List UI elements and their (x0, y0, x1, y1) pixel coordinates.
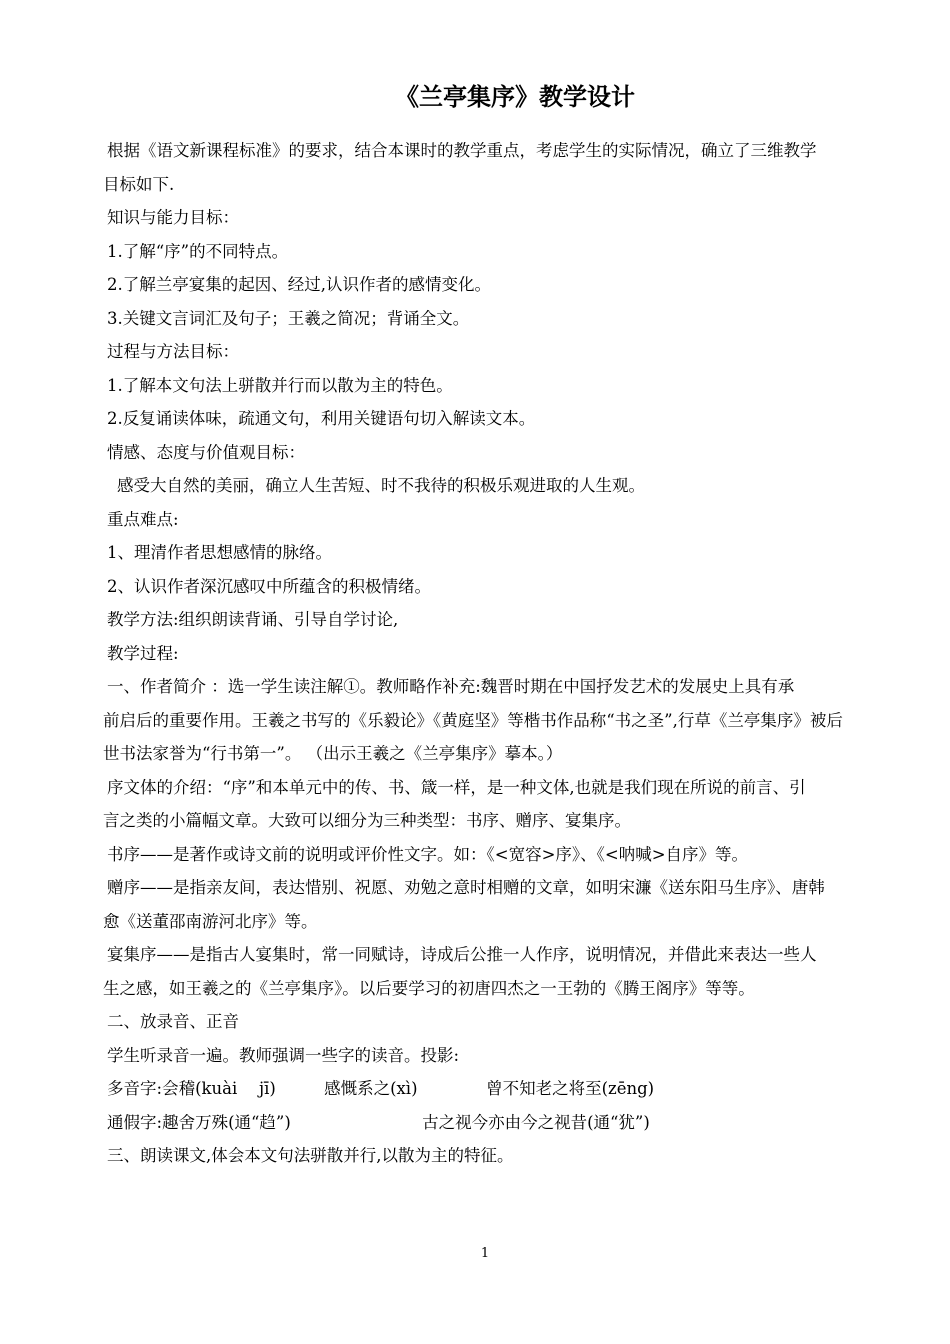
emotion-heading: 情感、态度与价值观目标： (107, 442, 305, 462)
knowledge-heading: 知识与能力目标： (107, 208, 239, 227)
teaching-process-label: 教学过程: (107, 643, 179, 663)
polyphone-row (107, 1072, 909, 1106)
polyphone-item: 曾不知老之将至(zēng) (486, 1079, 655, 1098)
author-line-3: 世书法家誉为“行书第一”。 （出示王羲之《兰亭集序》摹本。） (103, 744, 563, 763)
shuxu-paragraph: 书序——是著作或诗文前的说明或评价性文字。如：《<宽容>序》、《<呐喊>自序》等。 (107, 844, 749, 864)
process-item: 2.反复诵读体味，疏通文句，利用关键语句切入解读文本。 (107, 409, 536, 428)
emotion-text: 感受大自然的美丽，确立人生苦短、时不我待的积极乐观进取的人生观。 (117, 476, 645, 495)
tongjia-item: 趣舍万殊(通“趋”) (162, 1112, 291, 1132)
zengxu-line-2: 愈《送董邵南游河北序》等。 (103, 911, 318, 931)
process-item: 1.了解本文句法上骈散并行而以散为主的特色。 (107, 375, 453, 395)
document-body (103, 134, 909, 1173)
polyphone-item: 会稽(kuài jī) (162, 1079, 276, 1098)
zengxu-paragraph (103, 871, 909, 938)
knowledge-item: 3.关键文言词汇及句子；王羲之简况；背诵全文。 (107, 308, 470, 328)
keypoints-item: 1、理清作者思想感情的脉络。 (107, 543, 332, 562)
author-paragraph (103, 670, 909, 771)
intro-line-1: 根据《语文新课程标准》的要求，结合本课时的教学重点，考虑学生的实际情况，确立了三维教学 (107, 141, 817, 160)
section2-heading: 二、放录音、正音 (107, 1012, 239, 1031)
style-line-1: 序文体的介绍：“序”和本单元中的传、书、箴一样，是一种文体,也就是我们现在所说的前言、引 (107, 777, 806, 797)
document-title: 《兰亭集序》教学设计 (395, 83, 635, 111)
process-heading: 过程与方法目标： (107, 342, 239, 361)
style-line-2: 言之类的小篇幅文章。大致可以细分为三种类型：书序、赠序、宴集序。 (103, 811, 631, 830)
knowledge-item: 2.了解兰亭宴集的起因、经过,认识作者的感情变化。 (107, 275, 491, 294)
yanji-line-1: 宴集序——是指古人宴集时，常一同赋诗，诗成后公推一人作序，说明情况，并借此来表达一些人 (107, 945, 817, 964)
page-number: 1 (480, 1246, 490, 1261)
yanji-line-2: 生之感，如王羲之的《兰亭集序》。以后要学习的初唐四杰之一王勃的《腾王阁序》等等。 (103, 978, 755, 998)
intro-line-2: 目标如下. (103, 174, 175, 194)
tongjia-label: 通假字: (107, 1112, 163, 1132)
polyphone-label: 多音字: (107, 1079, 163, 1098)
style-paragraph (103, 771, 909, 838)
author-line-2: 前启后的重要作用。王羲之书写的《乐毅论》《黄庭坚》等楷书作品称“书之圣”,行草《兰亭集序》被后 (103, 710, 843, 730)
polyphone-item: 感慨系之(xì) (324, 1079, 418, 1098)
tongjia-row (107, 1106, 909, 1140)
section2-text: 学生听录音一遍。教师强调一些字的读音。投影: (107, 1045, 460, 1065)
yanji-paragraph (103, 938, 909, 1005)
teaching-method: 教学方法:组织朗读背诵、引导自学讨论, (107, 610, 399, 629)
tongjia-item: 古之视今亦由今之视昔(通“犹”) (422, 1112, 650, 1132)
zengxu-line-1: 赠序——是指亲友间，表达惜别、祝愿、劝勉之意时相赠的文章，如明宋濂《送东阳马生序》、唐韩 (107, 878, 825, 897)
keypoints-item: 2、认识作者深沉感叹中所蕴含的积极情绪。 (107, 576, 431, 596)
knowledge-item: 1.了解“序”的不同特点。 (107, 241, 289, 261)
intro-paragraph (103, 134, 909, 201)
section3-heading: 三、朗读课文,体会本文句法骈散并行,以散为主的特征。 (107, 1146, 514, 1165)
author-line-1: 一、作者简介 ：选一学生读注解①。教师略作补充:魏晋时期在中国抒发艺术的发展史上具有承 (107, 677, 795, 696)
keypoints-heading: 重点难点: (107, 509, 179, 529)
